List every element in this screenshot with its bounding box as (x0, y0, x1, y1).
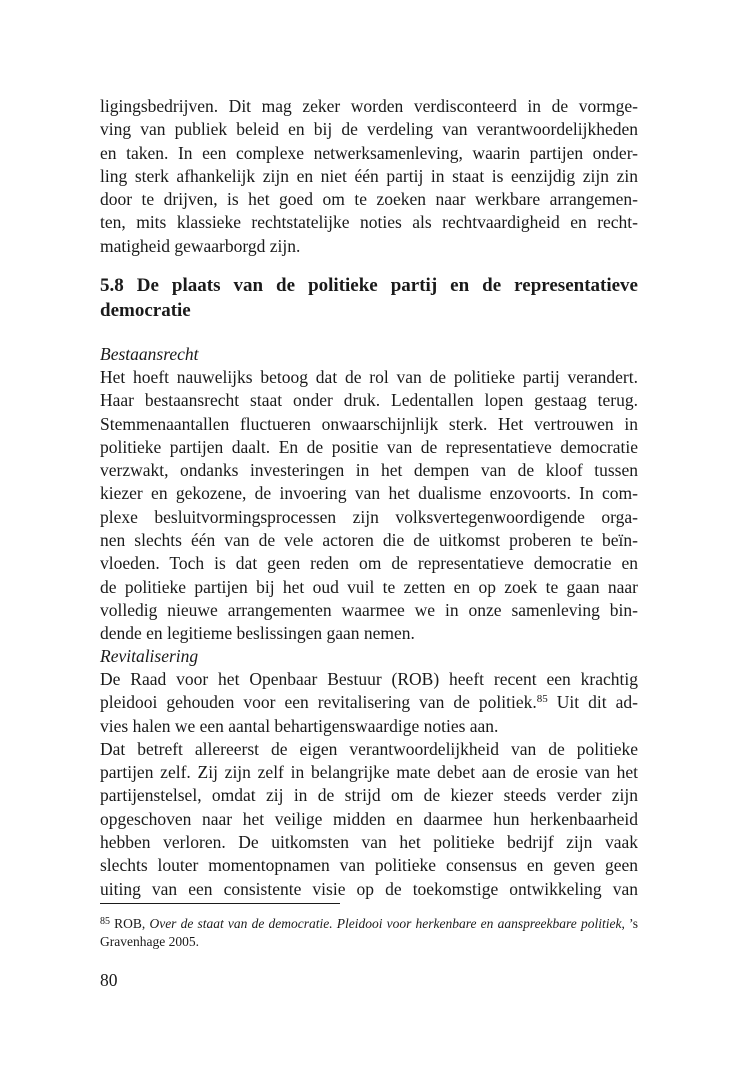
heading-line: democratie (100, 300, 191, 321)
footnote-line: Gravenhage 2005. (100, 934, 199, 949)
body-line: ving van publiek beleid en bij de verdeling van verantwoordelijkheden (100, 119, 638, 140)
footnote-reference[interactable]: 85 (536, 693, 548, 706)
footnote-line: $^{85}$ ROB, Over de staat van de democratie. Pleidooi voor herkenbare en aanspreekbare politiek, ’s (100, 916, 638, 931)
body-line: slechts louter momentopnamen van politieke consensus en geven geen (100, 855, 638, 876)
body-line: ten, mits klassieke rechtstatelijke noties als rechtvaardigheid en recht- (100, 212, 638, 233)
body-line: De Raad voor het Openbaar Bestuur (ROB) heeft recent een krachtig (100, 669, 638, 689)
body-line: uiting van een consistente visie op de toekomstige ontwikkeling van (100, 878, 638, 899)
subsection-revitalisering (100, 645, 638, 901)
footnote-number: 85 (100, 916, 110, 927)
body-line: verzwakt, ondanks investeringen in het dempen van de kloof tussen (100, 460, 638, 481)
body-line: door te drijven, is het goed om te zoeken naar werkbare arrangemen- (100, 189, 638, 210)
subsection-bestaansrecht (100, 343, 638, 646)
body-line: volledig nieuwe arrangementen waarmee we in onze samenleving bin- (100, 599, 638, 620)
body-line: de politieke partijen bij het oud vuil te zetten en op zoek te gaan naar (100, 576, 638, 597)
paragraph-continued (100, 95, 638, 258)
body-line: partijen zelf. Zij zijn zelf in belangrijke mate debet aan de erosie van het (100, 762, 638, 783)
body-line: opgeschoven naar het veilige midden en daarmee hun herkenbaarheid (100, 808, 638, 829)
body-line-with-footnote: pleidooi gehouden voor een revitalisering van de politiek.$^{85}$ Uit dit ad- (100, 692, 638, 713)
body-line: vies halen we een aantal behartigenswaardige noties aan. (100, 715, 499, 736)
page-number: 80 (100, 970, 118, 990)
subsection-body (100, 366, 638, 646)
body-line: Het hoeft nauwelijks betoog dat de rol van de politieke partij verandert. (100, 367, 638, 387)
body-line: plexe besluitvormingsprocessen zijn volksvertegenwoordigende orga- (100, 506, 638, 527)
subsection-title: Bestaansrecht (100, 344, 199, 364)
body-line: matigheid gewaarborgd zijn. (100, 235, 301, 256)
body-line: hebben verloren. De uitkomsten van het politieke bedrijf zijn vaak (100, 832, 638, 853)
footnote-divider (100, 903, 340, 904)
body-line: partijenstelsel, omdat zij in de strijd om de kiezer steeds verder zijn (100, 785, 638, 806)
body-line: en taken. In een complexe netwerksamenleving, waarin partijen onder- (100, 142, 638, 163)
body-line: nen slechts één van de vele actoren die de uitkomst proberen te beïn- (100, 530, 638, 551)
body-line: vloeden. Toch is dat geen reden om de representatieve democratie en (100, 553, 638, 574)
body-line: dende en legitieme beslissingen gaan nemen. (100, 623, 415, 644)
body-line: Stemmenaantallen fluctueren onwaarschijnlijk sterk. Het vertrouwen in (100, 413, 638, 434)
subsection-body (100, 738, 638, 901)
footnote (100, 912, 638, 952)
heading-line: 5.8 De plaats van de politieke partij en de representatieve (100, 275, 638, 296)
body-line: kiezer en gekozene, de invoering van het dualisme enzovoorts. In com- (100, 483, 638, 504)
body-line: Dat betreft allereerst de eigen verantwoordelijkheid van de politieke (100, 738, 638, 759)
footnote-title: Over de staat van de democratie. Pleidooi voor herkenbare en aanspreekbare politiek (149, 916, 622, 931)
subsection-title: Revitalisering (100, 646, 199, 666)
section-heading (100, 273, 638, 323)
body-line: Haar bestaansrecht staat onder druk. Ledentallen lopen gestaag terug. (100, 390, 638, 411)
body-line: ling sterk afhankelijk zijn en niet één partij in staat is eenzijdig zijn zin (100, 165, 638, 186)
body-line: ligingsbedrijven. Dit mag zeker worden verdisconteerd in de vormge- (100, 96, 638, 116)
body-line: politieke partijen daalt. En de positie van de representatieve democratie (100, 436, 638, 457)
